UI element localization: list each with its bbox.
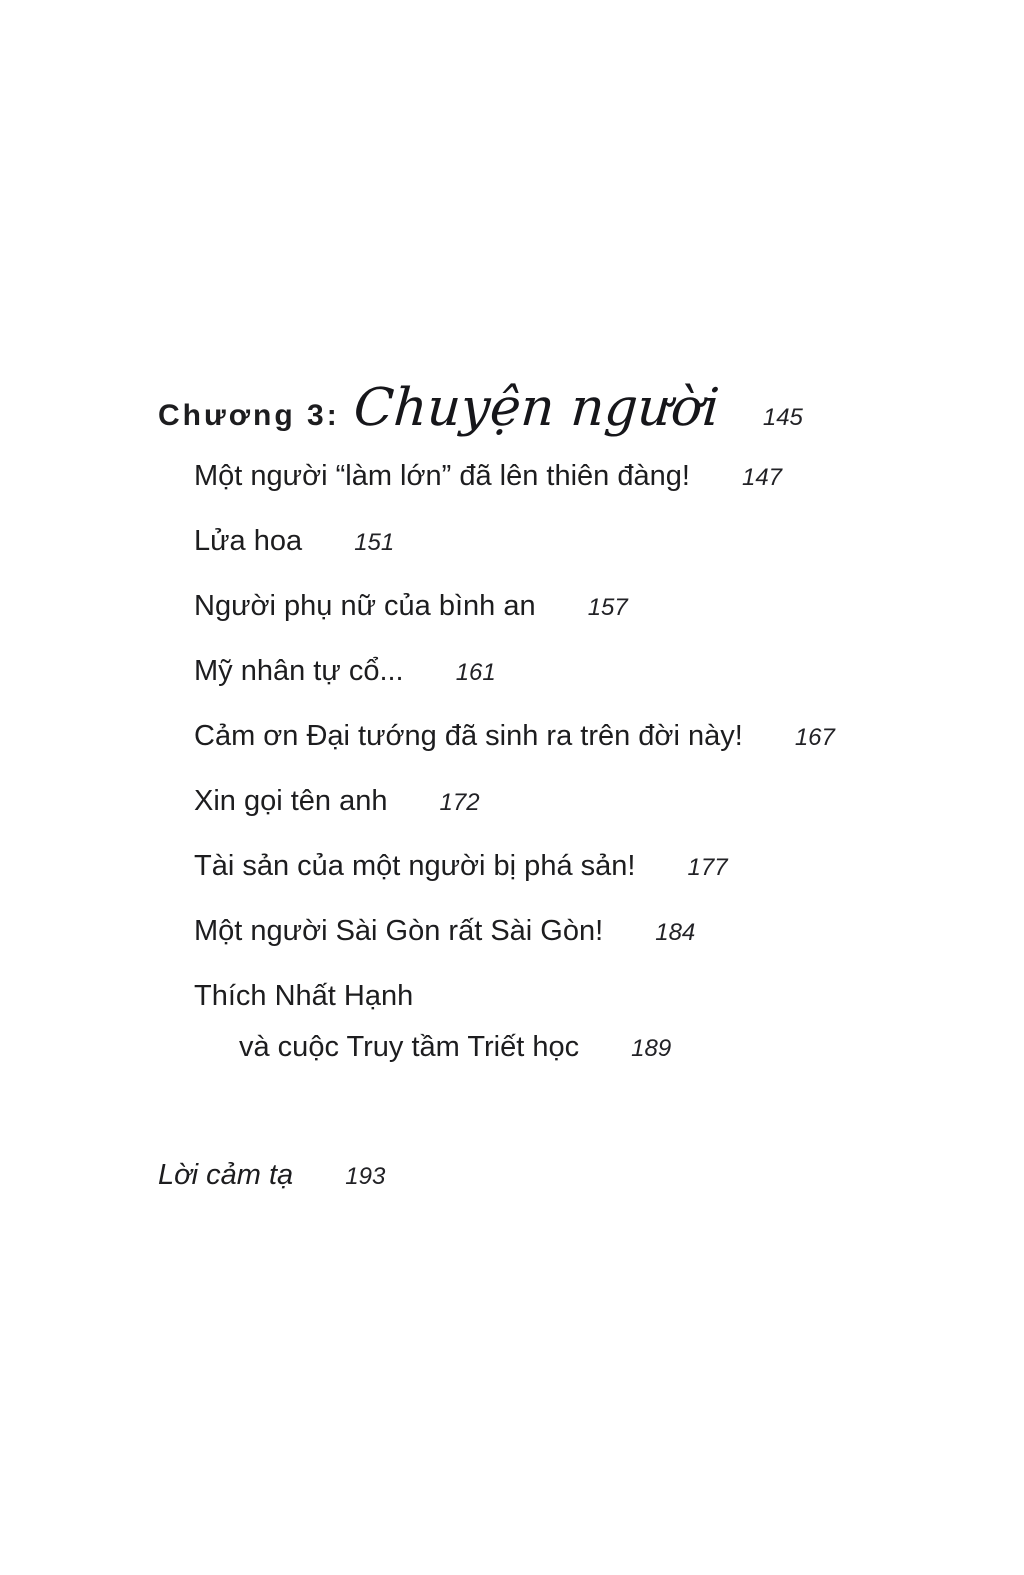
- toc-entry-title: Cảm ơn Đại tướng đã sinh ra trên đời này!: [194, 720, 743, 752]
- toc-entry: [194, 848, 918, 886]
- toc-entry-title: Một người “làm lớn” đã lên thiên đàng!: [194, 460, 690, 492]
- toc-entry-title-line1: Thích Nhất Hạnh: [194, 980, 414, 1012]
- toc-entry-title-line2: và cuộc Truy tầm Triết học 189: [239, 1031, 672, 1063]
- toc-entry-page-number: 189: [631, 1035, 672, 1062]
- toc-entry-title: Tài sản của một người bị phá sản!: [194, 850, 636, 882]
- chapter-title-script: Chuyện người: [351, 378, 721, 438]
- chapter-page-number: 145: [762, 404, 803, 431]
- chapter-heading: [158, 378, 918, 438]
- toc-entry-list: [194, 458, 918, 1067]
- toc-entry-title: Mỹ nhân tự cổ...: [194, 655, 404, 687]
- toc-entry: [194, 783, 918, 821]
- toc-entry-page-number: 167: [794, 724, 835, 751]
- toc-entry-page-number: 157: [587, 594, 628, 621]
- toc-entry-page-number: 151: [354, 529, 395, 556]
- toc-entry-title: Lửa hoa: [194, 525, 303, 557]
- toc-entry-page-number: 184: [655, 919, 696, 946]
- toc-entry-page-number: 172: [439, 789, 480, 816]
- toc-entry-page-number: 177: [687, 854, 728, 881]
- toc-entry-title: Người phụ nữ của bình an: [194, 590, 536, 622]
- toc-entry: [194, 588, 918, 626]
- toc-entry: [194, 718, 918, 756]
- toc-content: [158, 378, 918, 1195]
- toc-entry-two-line: [194, 978, 918, 1067]
- closing-entry-title: Lời cảm tạ: [158, 1159, 294, 1191]
- closing-entry-page-number: 193: [345, 1163, 386, 1190]
- toc-entry-title: Xin gọi tên anh: [194, 785, 388, 817]
- toc-entry: [194, 458, 918, 496]
- toc-entry: [194, 913, 918, 951]
- toc-entry: [194, 523, 918, 561]
- toc-entry-page-number: 161: [455, 659, 496, 686]
- toc-entry: [194, 653, 918, 691]
- chapter-number-label: Chương 3:: [158, 399, 340, 432]
- toc-entry-page-number: 147: [741, 464, 783, 491]
- closing-entry: [158, 1157, 918, 1195]
- toc-entry-title: Một người Sài Gòn rất Sài Gòn!: [194, 915, 604, 947]
